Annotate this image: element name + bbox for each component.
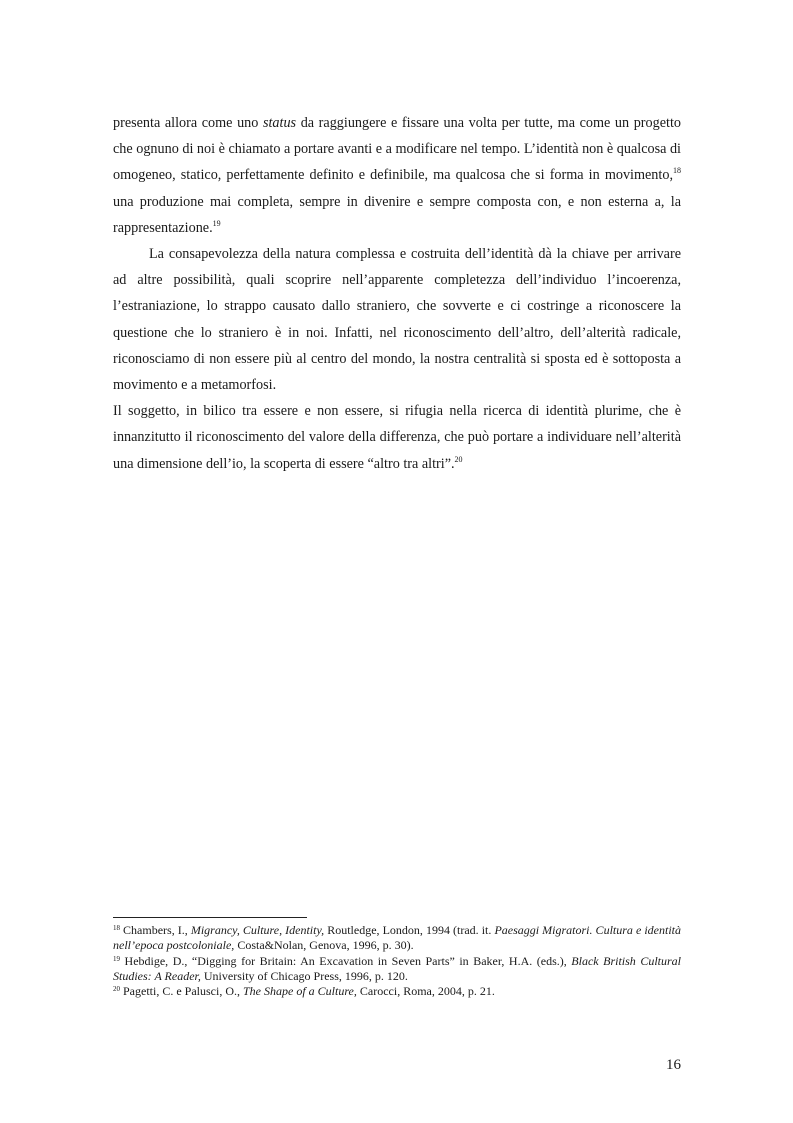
page-number: 16 bbox=[666, 1057, 681, 1073]
paragraph-1-text-cont: da raggiungere e fissare una volta per tutte, ma come un progetto che ognuno di noi è chiamato a portare avanti e a modificare nel tempo. L’identità non è qualcosa di omogeneo, statico, perfettamente definito e definibile, ma qualcosa che si forma in movimento, bbox=[113, 115, 681, 184]
body-text bbox=[113, 110, 681, 477]
paragraph-3-text: Il soggetto, in bilico tra essere e non essere, si rifugia nella ricerca di identità plurime, che è innanzitutto il riconoscimento del valore della differenza, che può portare a individuare nell’alterità una dimensione dell’io, la scoperta di essere “altro tra altri”. bbox=[113, 403, 681, 472]
footnote-title: Migrancy, Culture, Identity, bbox=[190, 923, 325, 937]
footnote-ref-18[interactable]: 18 bbox=[673, 166, 681, 176]
paragraph-1-text-end: una produzione mai completa, sempre in divenire e sempre composta con, e non esterna a, la rappresentazione. bbox=[113, 193, 681, 236]
footnote-text: Hebdige, D., “Digging for Britain: An Excavation in Seven Parts” in Baker, H.A. (eds.), bbox=[120, 953, 572, 968]
paragraph-2: La consapevolezza della natura complessa e costruita dell’identità dà la chiave per arrivare ad altre possibilità, quali scoprire nell’apparente completezza dell’individuo l’incoerenza, l’estraniazione, lo strappo causato dallo straniero, che sovverte e ci costringe a riconoscere la questione che lo straniero è in noi. Infatti, nel riconoscimento dell’altro, dell’alterità radicale, riconosciamo di non essere più al centro del mondo, la nostra centralità si sposta ed è sottoposta a movimento e a metamorfosi. bbox=[113, 246, 681, 394]
footnote-title: Black British Cultural Studies: A Reader, bbox=[113, 953, 681, 983]
footnote-number: 19 bbox=[113, 954, 120, 963]
paragraph-1 bbox=[113, 110, 681, 241]
paragraph-1-text: presenta allora come uno bbox=[113, 115, 263, 131]
footnote-title: Paesaggi Migratori. Cultura e identità nell’epoca postcoloniale, bbox=[113, 923, 682, 953]
footnote-ref-19[interactable]: 19 bbox=[212, 218, 221, 228]
footnote-text: University of Chicago Press, 1996, p. 120. bbox=[200, 968, 408, 983]
footnote-18 bbox=[113, 923, 681, 954]
paragraph-3 bbox=[113, 398, 681, 477]
footnote-text: Costa&Nolan, Genova, 1996, p. 30). bbox=[234, 938, 414, 953]
footnote-ref-20[interactable]: 20 bbox=[454, 454, 463, 464]
footnote-text: Carocci, Roma, 2004, p. 21. bbox=[356, 984, 495, 999]
footnotes bbox=[113, 923, 681, 999]
footnote-text: Pagetti, C. e Palusci, O., bbox=[120, 984, 243, 999]
footnote-20 bbox=[113, 984, 681, 999]
footnote-19 bbox=[113, 954, 681, 985]
emphasis-status: status bbox=[262, 115, 297, 131]
footnote-title: The Shape of a Culture, bbox=[243, 984, 357, 999]
footnote-number: 20 bbox=[113, 985, 120, 994]
footnote-text: Routledge, London, 1994 (trad. it. bbox=[324, 923, 495, 937]
footnote-text: Chambers, I., bbox=[120, 923, 191, 937]
footnote-separator bbox=[113, 917, 307, 918]
footnote-number: 18 bbox=[113, 924, 120, 932]
